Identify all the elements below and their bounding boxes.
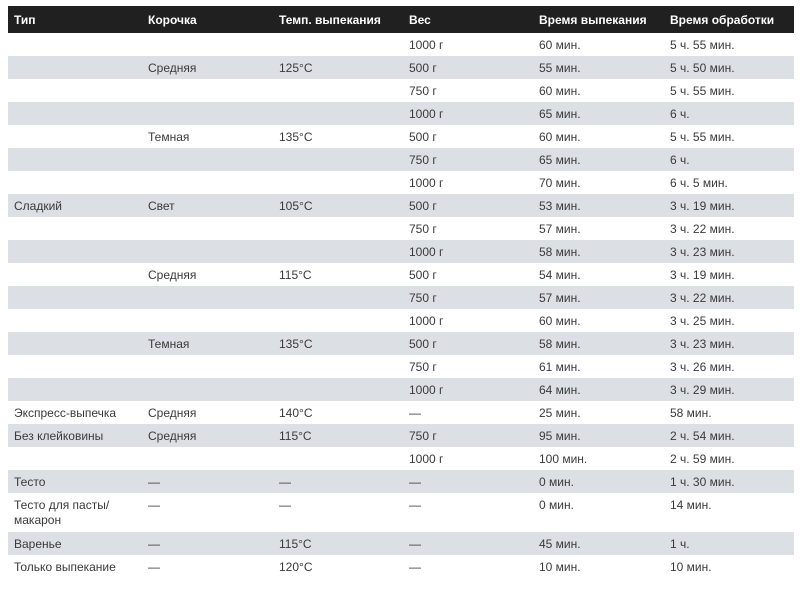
cell-baking-temp [273,33,403,56]
header-weight: Вес [409,13,431,27]
cell-baking-temp: 105°C [279,198,313,213]
cell-weight: 500 г [409,129,437,144]
cell-weight: 750 г [409,290,437,305]
cell-baking-temp [273,378,403,401]
cell-baking-time: 60 мин. [539,37,581,52]
cell-baking-time: 25 мин. [539,405,581,420]
cell-type: Экспресс-выпечка [14,405,117,420]
cell-weight: 750 г [409,152,437,167]
header-baking-temp: Темп. выпекания [279,13,381,27]
cell-baking-time: 57 мин. [539,221,581,236]
cell-baking-time: 58 мин. [539,244,581,259]
cell-processing-time: 5 ч. 50 мин. [670,60,735,75]
cell-type: Тесто [14,474,46,489]
header-processing-time: Время обработки [670,13,775,27]
header-type: Тип [14,13,36,27]
cell-type [8,240,142,263]
cell-processing-time: 3 ч. 22 мин. [670,221,735,236]
cell-type [8,56,142,79]
table-row [8,217,794,240]
cell-type: Без клейковины [14,428,104,443]
cell-processing-time: 5 ч. 55 мин. [670,129,735,144]
cell-weight: 1000 г [409,37,444,52]
cell-baking-time: 54 мин. [539,267,581,282]
cell-processing-time: 3 ч. 22 мин. [670,290,735,305]
header-baking-time: Время выпекания [539,13,647,27]
cell-baking-time: 45 мин. [539,536,581,551]
table-row [8,332,794,355]
table-row [8,470,794,493]
cell-crust [142,378,273,401]
table-row [8,309,794,332]
table-row [8,148,794,171]
cell-type [8,447,142,470]
cell-processing-time: 5 ч. 55 мин. [670,83,735,98]
cell-type [8,125,142,148]
baking-table-page [8,6,794,578]
cell-processing-time: 3 ч. 19 мин. [670,267,735,282]
cell-crust [142,102,273,125]
cell-baking-time: 10 мин. [539,559,581,574]
cell-crust [142,240,273,263]
cell-crust: — [148,498,160,512]
cell-baking-time: 60 мин. [539,129,581,144]
cell-weight: 1000 г [409,382,444,397]
cell-baking-temp: 115°C [279,428,312,443]
table-row [8,378,794,401]
table-row [8,424,794,447]
cell-crust: Средняя [148,405,197,420]
cell-processing-time: 1 ч. 30 мин. [670,474,735,489]
cell-baking-time: 61 мин. [539,359,581,374]
cell-processing-time: 5 ч. 55 мин. [670,37,735,52]
cell-baking-temp [273,171,403,194]
cell-type [8,148,142,171]
cell-crust: Темная [148,129,190,144]
cell-weight: 1000 г [409,175,444,190]
cell-processing-time: 14 мин. [670,498,712,512]
cell-processing-time: 1 ч. [670,536,690,551]
cell-type [8,263,142,286]
cell-baking-temp [273,148,403,171]
cell-crust [142,447,273,470]
cell-processing-time: 3 ч. 23 мин. [670,336,735,351]
cell-weight: — [409,405,421,420]
cell-weight: 750 г [409,359,437,374]
cell-weight: 500 г [409,336,437,351]
cell-baking-time: 53 мин. [539,198,581,213]
table-body [8,33,794,578]
cell-weight: — [409,536,421,551]
cell-processing-time: 6 ч. [670,106,690,121]
cell-crust: Средняя [148,60,197,75]
cell-baking-temp [273,286,403,309]
cell-processing-time: 3 ч. 26 мин. [670,359,735,374]
cell-crust: — [148,559,160,574]
cell-weight: 1000 г [409,313,444,328]
cell-processing-time: 3 ч. 25 мин. [670,313,735,328]
cell-crust: Средняя [148,428,197,443]
table-row [8,555,794,578]
cell-type [8,33,142,56]
cell-processing-time: 58 мин. [670,405,712,420]
table-row [8,194,794,217]
header-crust: Корочка [148,13,197,27]
cell-baking-temp: 115°C [279,536,312,551]
cell-processing-time: 3 ч. 19 мин. [670,198,735,213]
table-row [8,33,794,56]
cell-type [8,355,142,378]
cell-processing-time: 6 ч. [670,152,690,167]
cell-weight: 750 г [409,428,437,443]
cell-type: Варенье [14,536,62,551]
cell-weight: — [409,474,421,489]
cell-baking-temp: 140°C [279,405,313,420]
cell-weight: 1000 г [409,451,444,466]
cell-weight: 500 г [409,60,437,75]
cell-processing-time: 2 ч. 59 мин. [670,451,735,466]
cell-baking-temp: — [279,498,291,512]
cell-processing-time: 3 ч. 29 мин. [670,382,735,397]
cell-baking-temp [273,79,403,102]
cell-crust [142,171,273,194]
cell-type [8,102,142,125]
cell-baking-time: 58 мин. [539,336,581,351]
table-row [8,79,794,102]
cell-baking-temp [273,355,403,378]
cell-baking-time: 0 мин. [539,474,574,489]
table-row [8,56,794,79]
cell-baking-temp: 135°C [279,336,313,351]
table-row [8,532,794,555]
cell-weight: 500 г [409,198,437,213]
table-row [8,125,794,148]
cell-weight: 500 г [409,267,437,282]
cell-crust [142,355,273,378]
cell-type: Только выпекание [14,559,116,574]
cell-crust [142,33,273,56]
table-row [8,493,794,532]
cell-processing-time: 3 ч. 23 мин. [670,244,735,259]
cell-crust [142,79,273,102]
cell-baking-temp: 120°C [279,559,313,574]
cell-baking-time: 65 мин. [539,152,581,167]
cell-crust [142,148,273,171]
cell-baking-time: 55 мин. [539,60,581,75]
table-row [8,240,794,263]
table-row [8,263,794,286]
cell-baking-temp [273,447,403,470]
cell-crust: Темная [148,336,190,351]
cell-type [8,378,142,401]
cell-baking-time: 65 мин. [539,106,581,121]
table-row [8,286,794,309]
cell-type: Тесто для пасты/ макарон [14,498,110,527]
cell-weight: 750 г [409,83,437,98]
cell-type [8,286,142,309]
cell-baking-time: 60 мин. [539,313,581,328]
cell-baking-time: 64 мин. [539,382,581,397]
table-header [8,6,794,33]
cell-processing-time: 2 ч. 54 мин. [670,428,735,443]
cell-processing-time: 10 мин. [670,559,712,574]
cell-crust: Средняя [148,267,197,282]
cell-crust [142,286,273,309]
cell-processing-time: 6 ч. 5 мин. [670,175,728,190]
cell-crust: — [148,536,160,551]
cell-type [8,171,142,194]
cell-baking-temp [273,240,403,263]
cell-baking-time: 95 мин. [539,428,581,443]
cell-type [8,79,142,102]
cell-baking-temp [273,309,403,332]
cell-baking-time: 100 мин. [539,451,588,466]
table-row [8,447,794,470]
table-row [8,102,794,125]
header-row [8,6,794,33]
table-row [8,355,794,378]
cell-weight: 1000 г [409,106,444,121]
cell-baking-time: 60 мин. [539,83,581,98]
cell-crust: — [148,474,160,489]
cell-weight: 750 г [409,221,437,236]
cell-weight: — [409,559,421,574]
cell-baking-temp: 115°C [279,267,312,282]
cell-type [8,217,142,240]
cell-weight: 1000 г [409,244,444,259]
cell-baking-temp: 125°C [279,60,313,75]
table-row [8,401,794,424]
cell-baking-temp [273,102,403,125]
cell-baking-temp [273,217,403,240]
table-row [8,171,794,194]
cell-crust [142,217,273,240]
cell-crust [142,309,273,332]
baking-program-table [8,6,794,578]
cell-baking-temp: — [279,474,291,489]
cell-type: Сладкий [14,198,62,213]
cell-type [8,309,142,332]
cell-baking-time: 70 мин. [539,175,581,190]
cell-crust: Свет [148,198,175,213]
cell-baking-temp: 135°C [279,129,313,144]
cell-weight: — [409,498,421,512]
cell-baking-time: 0 мин. [539,498,574,512]
cell-type [8,332,142,355]
cell-baking-time: 57 мин. [539,290,581,305]
